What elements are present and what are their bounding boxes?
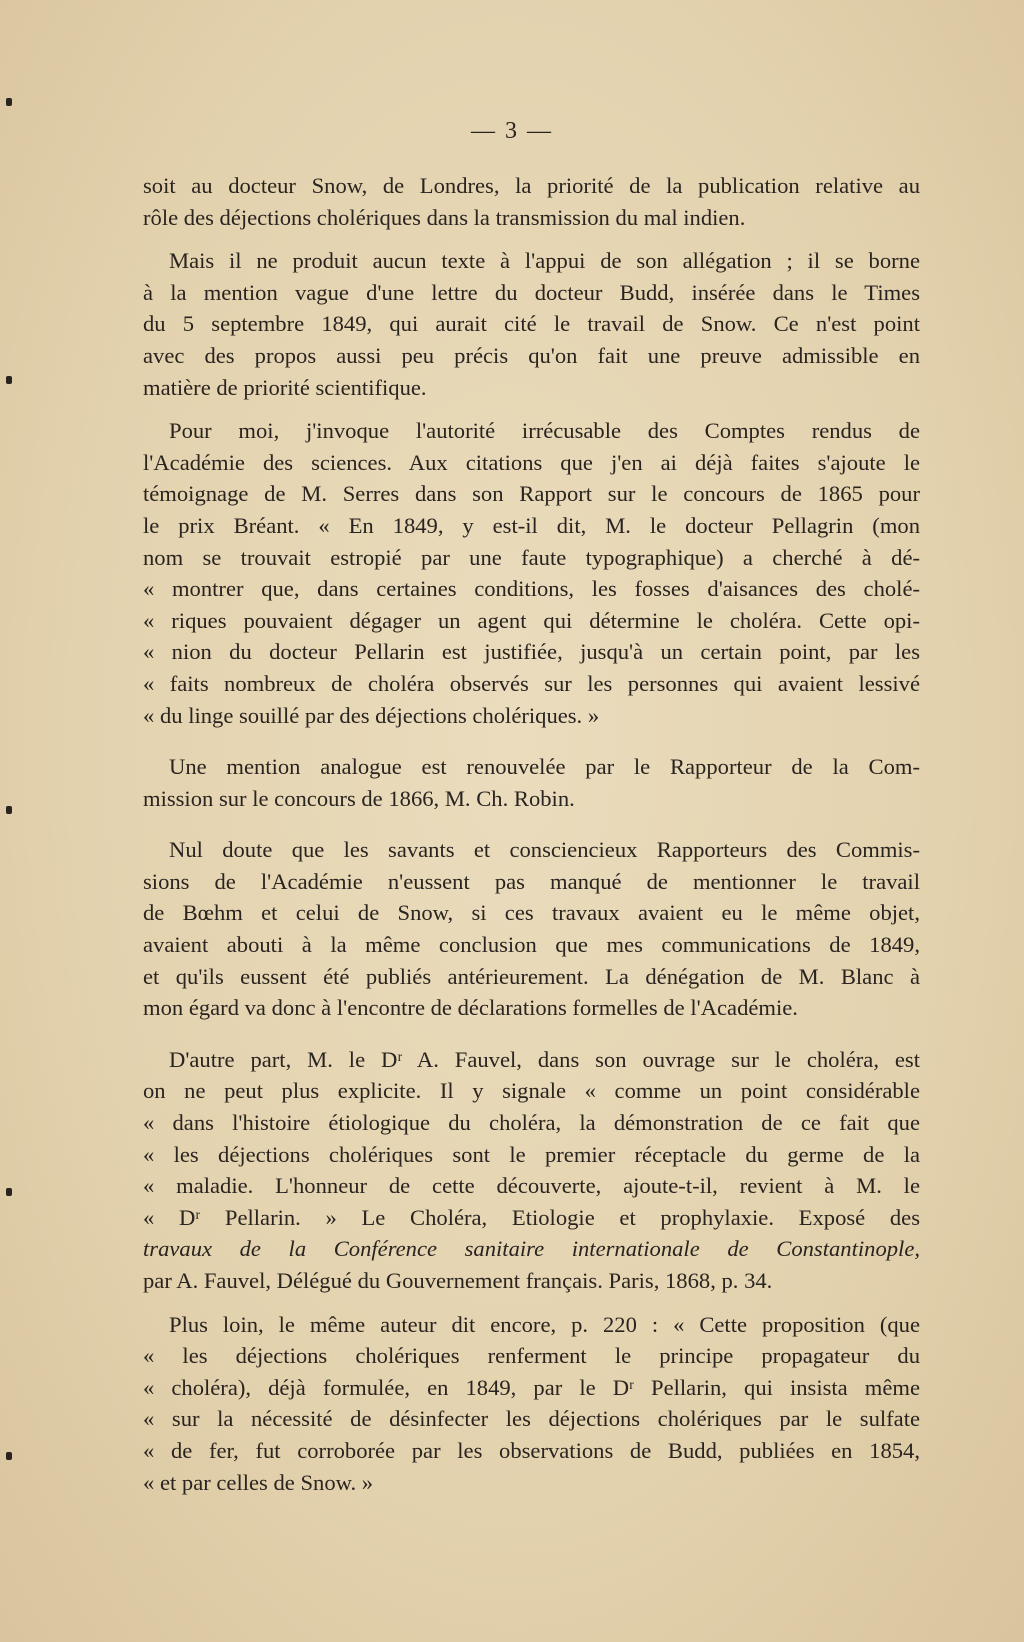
text-line: Mais il ne produit aucun texte à l'appui de son allégation ; il se borne	[169, 248, 920, 274]
margin-mark	[6, 1188, 12, 1196]
text-line: « maladie. L'honneur de cette découverte, ajoute-t-il, revient à M. le	[143, 1173, 920, 1199]
text-line: avec des propos aussi peu précis qu'on fait une preuve admissible en	[143, 342, 920, 368]
margin-mark	[6, 806, 12, 814]
paragraph	[143, 1044, 920, 1297]
text-line: « faits nombreux de choléra observés sur les personnes qui avaient lessivé	[143, 670, 920, 696]
paragraph	[143, 834, 920, 1024]
text-line: par A. Fauvel, Délégué du Gouvernement français. Paris, 1868, p. 34.	[143, 1268, 773, 1293]
paragraph	[143, 170, 920, 233]
text-line: rôle des déjections cholériques dans la transmission du mal indien.	[143, 204, 746, 230]
text-line: à la mention vague d'une lettre du docteur Budd, insérée dans le Times	[143, 279, 920, 305]
margin-mark	[6, 1452, 12, 1460]
body-text	[143, 170, 920, 1498]
text-line: « montrer que, dans certaines conditions, les fosses d'aisances des cholé-	[143, 576, 920, 602]
margin-mark	[6, 98, 12, 106]
text-line: Pour moi, j'invoque l'autorité irrécusable des Comptes rendus de	[169, 418, 920, 444]
text-line: soit au docteur Snow, de Londres, la priorité de la publication relative au	[143, 173, 920, 198]
text-line: matière de priorité scientifique.	[143, 374, 427, 400]
text-line: l'Académie des sciences. Aux citations que j'en ai déjà faites s'ajoute le	[143, 449, 920, 475]
text-line: D'autre part, M. le Dʳ A. Fauvel, dans son ouvrage sur le choléra, est	[169, 1046, 920, 1072]
text-line: nom se trouvait estropié par une faute typographique) a cherché à dé-	[143, 544, 920, 570]
text-line: mission sur le concours de 1866, M. Ch. Robin.	[143, 785, 575, 811]
text-line: travaux de la Conférence sanitaire internationale de Constantinople,	[143, 1236, 920, 1262]
text-line: « de fer, fut corroborée par les observations de Budd, publiées en 1854,	[143, 1437, 920, 1463]
text-line: « Dʳ Pellarin. » Le Choléra, Etiologie et prophylaxie. Exposé des	[143, 1204, 920, 1230]
text-line: le prix Bréant. « En 1849, y est-il dit, M. le docteur Pellagrin (mon	[143, 512, 920, 538]
text-line: mon égard va donc à l'encontre de déclarations formelles de l'Académie.	[143, 995, 798, 1021]
text-line: « sur la nécessité de désinfecter les déjections cholériques par le sulfate	[143, 1406, 920, 1432]
text-line: sions de l'Académie n'eussent pas manqué de mentionner le travail	[143, 868, 920, 894]
text-line: « les déjections cholériques sont le premier réceptacle du germe de la	[143, 1141, 920, 1167]
text-line: de Bœhm et celui de Snow, si ces travaux avaient eu le même objet,	[143, 900, 920, 926]
text-line: avaient abouti à la même conclusion que mes communications de 1849,	[143, 932, 920, 958]
margin-mark	[6, 376, 12, 384]
text-line: « choléra), déjà formulée, en 1849, par le Dʳ Pellarin, qui insista même	[143, 1374, 920, 1400]
text-line: « les déjections cholériques renferment le principe propagateur du	[143, 1343, 920, 1369]
paragraph	[143, 415, 920, 731]
text-line: « riques pouvaient dégager un agent qui détermine le choléra. Cette opi-	[143, 607, 920, 633]
text-line: Plus loin, le même auteur dit encore, p. 220 : « Cette proposition (que	[169, 1311, 920, 1337]
text-line: « dans l'histoire étiologique du choléra, la démonstration de ce fait que	[143, 1110, 920, 1136]
text-line: « du linge souillé par des déjections cholériques. »	[143, 702, 600, 728]
text-line: et qu'ils eussent été publiés antérieurement. La dénégation de M. Blanc à	[143, 963, 920, 989]
paragraph	[143, 1309, 920, 1499]
text-line: « et par celles de Snow. »	[143, 1469, 374, 1495]
text-line: témoignage de M. Serres dans son Rapport sur le concours de 1865 pour	[143, 481, 920, 507]
paragraph	[143, 751, 920, 814]
text-line: « nion du docteur Pellarin est justifiée, jusqu'à un certain point, par les	[143, 639, 920, 665]
text-line: Nul doute que les savants et consciencieux Rapporteurs des Commis-	[169, 837, 920, 863]
paragraph	[143, 245, 920, 403]
text-line: on ne peut plus explicite. Il y signale « comme un point considérable	[143, 1078, 920, 1104]
page-number: — 3 —	[471, 118, 553, 144]
text-line: du 5 septembre 1849, qui aurait cité le travail de Snow. Ce n'est point	[143, 311, 920, 337]
text-line: Une mention analogue est renouvelée par le Rapporteur de la Com-	[169, 754, 920, 780]
